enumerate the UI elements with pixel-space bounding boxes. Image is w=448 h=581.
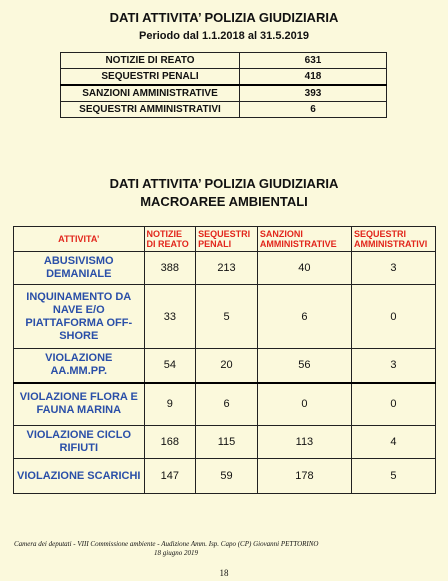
seq-amm-cell: 3	[351, 349, 435, 383]
seq-penali-cell: 20	[196, 349, 258, 383]
header-notizie: NOTIZIE DI REATO	[144, 227, 196, 252]
seq-amm-cell: 3	[351, 252, 435, 285]
seq-penali-cell: 6	[196, 383, 258, 426]
table-header-row	[14, 227, 436, 252]
footer-line2: 18 giugno 2019	[154, 549, 198, 557]
summary-label: SEQUESTRI PENALI	[61, 69, 240, 86]
notizie-cell: 388	[144, 252, 196, 285]
seq-amm-cell: 0	[351, 285, 435, 349]
seq-amm-cell: 0	[351, 383, 435, 426]
summary-label: SANZIONI AMMINISTRATIVE	[61, 85, 240, 102]
header-sequestri-penali: SEQUESTRI PENALI	[196, 227, 258, 252]
activity-cell: INQUINAMENTO DA NAVE E/O PIATTAFORMA OFF-SHORE	[14, 285, 145, 349]
seq-penali-cell: 213	[196, 252, 258, 285]
sanzioni-cell: 56	[257, 349, 351, 383]
table-row	[14, 252, 436, 285]
notizie-cell: 168	[144, 426, 196, 459]
notizie-cell: 147	[144, 459, 196, 494]
table-row	[14, 285, 436, 349]
sanzioni-cell: 178	[257, 459, 351, 494]
seq-penali-cell: 59	[196, 459, 258, 494]
table-row	[61, 85, 387, 102]
summary-label: SEQUESTRI AMMINISTRATIVI	[61, 102, 240, 118]
seq-penali-cell: 5	[196, 285, 258, 349]
activity-cell: ABUSIVISMO DEMANIALE	[14, 252, 145, 285]
activity-cell: VIOLAZIONE AA.MM.PP.	[14, 349, 145, 383]
summary-label: NOTIZIE DI REATO	[61, 53, 240, 69]
table-row	[61, 69, 387, 86]
footer-note	[14, 540, 434, 558]
seq-penali-cell: 115	[196, 426, 258, 459]
table-row	[14, 426, 436, 459]
summary-value: 418	[240, 69, 387, 86]
sanzioni-cell: 40	[257, 252, 351, 285]
summary-value: 6	[240, 102, 387, 118]
header-sanzioni: SANZIONI AMMINISTRATIVE	[257, 227, 351, 252]
macroaree-table	[13, 226, 436, 494]
notizie-cell: 33	[144, 285, 196, 349]
summary-value: 393	[240, 85, 387, 102]
section-title	[0, 175, 448, 211]
table-row	[14, 383, 436, 426]
header-sequestri-amministrativi: SEQUESTRI AMMINISTRATIVI	[351, 227, 435, 252]
seq-amm-cell: 4	[351, 426, 435, 459]
section-title-line2: MACROAREE AMBIENTALI	[140, 194, 308, 209]
sanzioni-cell: 0	[257, 383, 351, 426]
period-subtitle: Periodo dal 1.1.2018 al 31.5.2019	[139, 30, 309, 42]
header-attivita: ATTIVITA’	[14, 227, 145, 252]
table-row	[61, 102, 387, 118]
activity-cell: VIOLAZIONE FLORA E FAUNA MARINA	[14, 383, 145, 426]
activity-cell: VIOLAZIONE SCARICHI	[14, 459, 145, 494]
sanzioni-cell: 113	[257, 426, 351, 459]
page-title: DATI ATTIVITA’ POLIZIA GIUDIZIARIA	[109, 10, 339, 25]
summary-table	[60, 52, 387, 118]
section-title-line1: DATI ATTIVITA’ POLIZIA GIUDIZIARIA	[109, 176, 339, 191]
activity-cell: VIOLAZIONE CICLO RIFIUTI	[14, 426, 145, 459]
seq-amm-cell: 5	[351, 459, 435, 494]
table-row	[14, 459, 436, 494]
sanzioni-cell: 6	[257, 285, 351, 349]
notizie-cell: 54	[144, 349, 196, 383]
table-row	[14, 349, 436, 383]
page-number: 18	[219, 568, 229, 578]
footer-line1: Camera dei deputati - VIII Commissione ambiente - Audizione Amm. Isp. Capo (CP) Giovanni PETTORINO	[14, 540, 319, 548]
notizie-cell: 9	[144, 383, 196, 426]
table-row	[61, 53, 387, 69]
summary-value: 631	[240, 53, 387, 69]
